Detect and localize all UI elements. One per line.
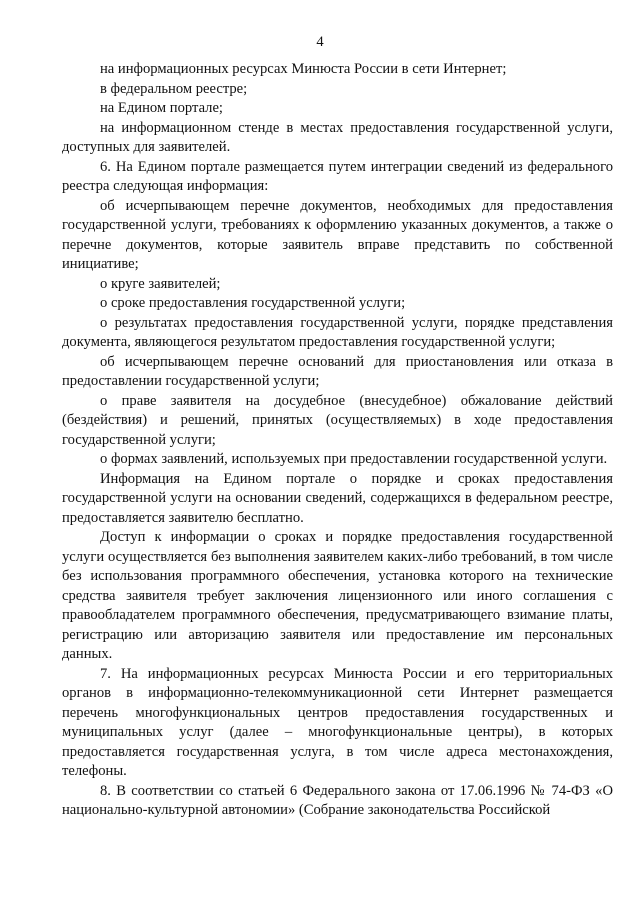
list-item-internet-resources: на информационных ресурсах Минюста России в сети Интернет;	[100, 61, 507, 77]
list-item-forms: о формах заявлений, используемых при предоставлении государственной услуги.	[100, 451, 608, 467]
list-item-term: о сроке предоставления государственной услуги;	[100, 295, 406, 311]
list-item-unified-portal: на Едином портале;	[100, 100, 223, 116]
page-number: 4	[316, 34, 324, 50]
list-item-appeal: о праве заявителя на досудебное (внесудебное) обжалование действий (бездействия) и решений, принятых (осуществляемых) в ходе предоставления государственной услуги;	[62, 392, 613, 448]
list-item-grounds: об исчерпывающем перечне оснований для приостановления или отказа в предоставлении государственной услуги;	[62, 353, 613, 389]
list-item-applicants: о круге заявителей;	[100, 275, 221, 292]
paragraph-7: 7. На информационных ресурсах Минюста России и его территориальных органов в информационно-телекоммуникационной сети Интернет размещается перечень многофункциональных центров предоставления государственных и муниципальных услуг (далее – многофункциональные центры), в которых предоставляется государственная услуга, в том числе адреса местонахождения, телефоны.	[62, 665, 613, 779]
paragraph-free-info: Информация на Едином портале о порядке и сроках предоставления государственной услуги на основании сведений, содержащихся в федеральном реестре, предоставляется заявителю бесплатно.	[62, 470, 613, 526]
list-item-documents: об исчерпывающем перечне документов, необходимых для предоставления государственной услуги, требованиях к оформлению указанных документов, а также о перечне документов, которые заявитель вправе представить по собственной инициативе;	[62, 197, 613, 272]
list-item-information-stand: на информационном стенде в местах предоставления государственной услуги, доступных для заявителей.	[62, 119, 613, 155]
paragraph-8: 8. В соответствии со статьей 6 Федерального закона от 17.06.1996 № 74-ФЗ «О национально-культурной автономии» (Собрание законодательства Российской	[62, 782, 613, 818]
document-body	[62, 60, 613, 821]
list-item-federal-registry: в федеральном реестре;	[100, 80, 248, 97]
paragraph-6: 6. На Едином портале размещается путем интеграции сведений из федерального реестра следующая информация:	[62, 158, 613, 194]
list-item-results: о результатах предоставления государственной услуги, порядке представления документа, являющегося результатом предоставления государственной услуги;	[62, 314, 613, 350]
paragraph-access: Доступ к информации о сроках и порядке предоставления государственной услуги осуществляется без выполнения заявителем каких-либо требований, в том числе без использования программного обеспечения, установка которого на технические средства заявителя требует заключения лицензионного или иного соглашения с правообладателем программного обеспечения, предусматривающего взимание платы, регистрацию или авторизацию заявителя или предоставление им персональных данных.	[62, 529, 613, 662]
